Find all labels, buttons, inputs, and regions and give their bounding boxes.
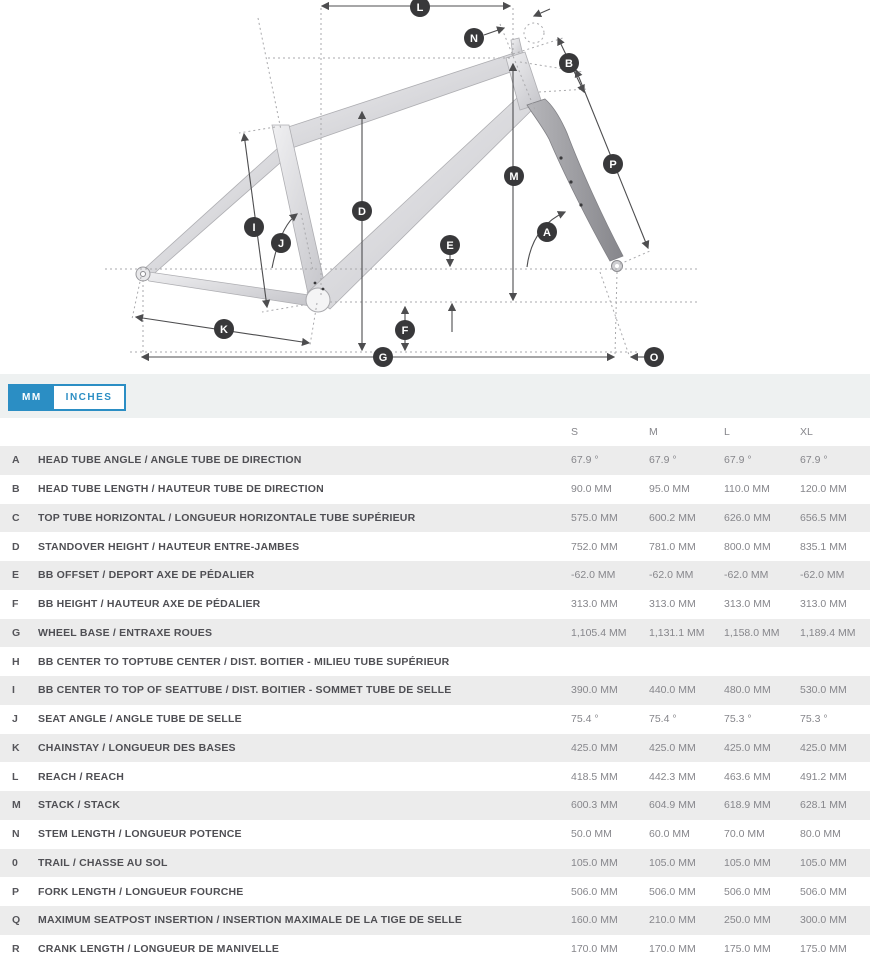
row-value-l: 175.0 MM (724, 943, 771, 956)
badge-letter-j: J (277, 238, 285, 250)
table-row (0, 475, 870, 504)
badge-letter-e: E (446, 240, 454, 252)
row-label: STEM LENGTH / LONGUEUR POTENCE (38, 828, 242, 841)
row-label: REACH / REACH (38, 770, 125, 783)
row-label: BB HEIGHT / HAUTEUR AXE DE PÉDALIER (38, 598, 261, 611)
row-value-l: 800.0 MM (724, 540, 771, 553)
badge-head-tube-length (559, 53, 579, 73)
row-letter: 0 (12, 856, 18, 869)
stem-top-arrow (534, 9, 550, 16)
row-value-s: 160.0 MM (571, 914, 618, 927)
row-value-l: -62.0 MM (724, 569, 769, 582)
row-letter: C (12, 511, 20, 524)
row-value-m: -62.0 MM (649, 569, 694, 582)
row-label: CRANK LENGTH / LONGUEUR DE MANIVELLE (38, 943, 280, 956)
table-row (0, 820, 870, 849)
row-label: WHEEL BASE / ENTRAXE ROUES (38, 626, 213, 639)
row-value-l: 463.6 MM (724, 770, 771, 783)
row-value-m: 67.9 ° (649, 454, 677, 467)
row-value-s: 170.0 MM (571, 943, 618, 956)
row-value-m: 210.0 MM (649, 914, 696, 927)
row-value-xl: 300.0 MM (800, 914, 847, 927)
row-value-l: 105.0 MM (724, 856, 771, 869)
row-value-xl: -62.0 MM (800, 569, 845, 582)
row-value-s: 425.0 MM (571, 741, 618, 754)
seat-tube (272, 125, 328, 303)
row-letter: H (12, 655, 20, 668)
row-value-xl: 80.0 MM (800, 828, 841, 841)
row-label: SEAT ANGLE / ANGLE TUBE DE SELLE (38, 713, 242, 726)
bottom-bracket (306, 288, 330, 312)
row-value-m: 425.0 MM (649, 741, 696, 754)
badge-letter-g: G (378, 352, 388, 364)
badge-letter-f: F (401, 325, 409, 337)
row-value-xl: 313.0 MM (800, 598, 847, 611)
row-letter: F (12, 598, 19, 611)
row-value-xl: 1,189.4 MM (800, 626, 856, 639)
row-label: TOP TUBE HORIZONTAL / LONGUEUR HORIZONTALE TUBE SUPÉRIEUR (38, 511, 416, 524)
row-label: HEAD TUBE ANGLE / ANGLE TUBE DE DIRECTION (38, 454, 302, 467)
row-value-s: 575.0 MM (571, 511, 618, 524)
row-value-l: 425.0 MM (724, 741, 771, 754)
row-label: BB CENTER TO TOP OF SEATTUBE / DIST. BOITIER - SOMMET TUBE DE SELLE (38, 684, 452, 697)
badge-fork-length (603, 154, 623, 174)
badge-trail (644, 347, 664, 367)
row-value-s: 390.0 MM (571, 684, 618, 697)
table-row (0, 647, 870, 676)
head-tube (506, 52, 542, 110)
row-letter: N (12, 828, 20, 841)
mm-toggle-button[interactable]: MM (10, 386, 54, 409)
table-row (0, 734, 870, 763)
table-row (0, 532, 870, 561)
geometry-table (0, 418, 870, 964)
bike-frame-diagram-svg (0, 0, 870, 374)
row-letter: P (12, 885, 20, 898)
row-value-xl: 75.3 ° (800, 713, 828, 726)
row-value-xl: 175.0 MM (800, 943, 847, 956)
table-body (0, 446, 870, 964)
unit-toggle (8, 384, 126, 411)
table-row (0, 504, 870, 533)
badge-stack (504, 166, 524, 186)
row-letter: B (12, 483, 20, 496)
row-value-s: 600.3 MM (571, 799, 618, 812)
construction-lines (105, 8, 700, 355)
row-letter: L (12, 770, 19, 783)
table-row (0, 561, 870, 590)
front-axle (615, 264, 619, 268)
table-row (0, 676, 870, 705)
row-value-s: 50.0 MM (571, 828, 612, 841)
badge-wheelbase (373, 347, 393, 367)
row-value-s: 752.0 MM (571, 540, 618, 553)
table-row (0, 705, 870, 734)
badge-seat-angle (271, 233, 291, 253)
badge-head-angle (537, 222, 557, 242)
row-letter: M (12, 799, 21, 812)
row-letter: J (12, 713, 18, 726)
table-row (0, 762, 870, 791)
row-value-xl: 530.0 MM (800, 684, 847, 697)
badge-letter-k: K (220, 324, 228, 336)
table-header-row (0, 418, 870, 446)
row-letter: A (12, 454, 20, 467)
row-value-xl: 491.2 MM (800, 770, 847, 783)
chain-stays (142, 271, 317, 307)
row-value-s: 506.0 MM (571, 885, 618, 898)
row-value-m: 170.0 MM (649, 943, 696, 956)
badge-letter-m: M (509, 171, 519, 183)
row-value-l: 313.0 MM (724, 598, 771, 611)
badge-letter-b: B (565, 58, 573, 70)
headset-spacer-dotted-circle (524, 23, 544, 43)
row-label: CHAINSTAY / LONGUEUR DES BASES (38, 741, 236, 754)
badge-chainstay (214, 319, 234, 339)
column-header-xl: XL (800, 426, 813, 438)
badge-letter-a: A (543, 227, 551, 239)
row-value-m: 1,131.1 MM (649, 626, 705, 639)
row-letter: R (12, 943, 20, 956)
row-label: BB CENTER TO TOPTUBE CENTER / DIST. BOITIER - MILIEU TUBE SUPÉRIEUR (38, 655, 450, 668)
badge-stem-length (464, 28, 484, 48)
row-value-s: 67.9 ° (571, 454, 599, 467)
row-value-m: 442.3 MM (649, 770, 696, 783)
table-row (0, 791, 870, 820)
row-value-xl: 835.1 MM (800, 540, 847, 553)
row-value-l: 618.9 MM (724, 799, 771, 812)
row-value-s: -62.0 MM (571, 569, 616, 582)
geometry-diagram (0, 0, 870, 374)
table-row (0, 935, 870, 964)
row-value-m: 604.9 MM (649, 799, 696, 812)
inches-toggle-button[interactable]: INCHES (54, 386, 125, 409)
row-value-l: 70.0 MM (724, 828, 765, 841)
row-value-m: 60.0 MM (649, 828, 690, 841)
table-row (0, 619, 870, 648)
table-row (0, 446, 870, 475)
row-value-xl: 656.5 MM (800, 511, 847, 524)
row-value-l: 67.9 ° (724, 454, 752, 467)
row-value-m: 105.0 MM (649, 856, 696, 869)
row-value-l: 250.0 MM (724, 914, 771, 927)
badge-letter-l: L (416, 2, 424, 14)
row-value-l: 1,158.0 MM (724, 626, 780, 639)
column-header-l: L (724, 426, 730, 438)
row-value-xl: 120.0 MM (800, 483, 847, 496)
column-header-s: S (571, 426, 579, 438)
row-value-l: 626.0 MM (724, 511, 771, 524)
row-letter: D (12, 540, 20, 553)
row-letter: Q (12, 914, 21, 927)
row-value-s: 1,105.4 MM (571, 626, 627, 639)
table-row (0, 849, 870, 878)
badge-bb-height (395, 320, 415, 340)
row-letter: G (12, 626, 21, 639)
row-letter: I (12, 684, 15, 697)
badge-letter-d: D (358, 206, 366, 218)
row-value-xl: 506.0 MM (800, 885, 847, 898)
column-header-m: M (649, 426, 658, 438)
badge-letter-i: I (252, 222, 256, 234)
row-value-s: 75.4 ° (571, 713, 599, 726)
badge-letter-o: O (649, 352, 659, 364)
row-value-m: 313.0 MM (649, 598, 696, 611)
row-value-m: 95.0 MM (649, 483, 690, 496)
row-value-s: 105.0 MM (571, 856, 618, 869)
row-value-s: 418.5 MM (571, 770, 618, 783)
row-value-m: 600.2 MM (649, 511, 696, 524)
badge-seat-tube (244, 217, 264, 237)
bike-frame-illustration (136, 38, 623, 312)
row-value-xl: 105.0 MM (800, 856, 847, 869)
badge-bb-offset (440, 235, 460, 255)
row-value-l: 480.0 MM (724, 684, 771, 697)
row-letter: E (12, 569, 20, 582)
row-label: TRAIL / CHASSE AU SOL (38, 856, 168, 869)
row-value-xl: 425.0 MM (800, 741, 847, 754)
badge-standover (352, 201, 372, 221)
table-row (0, 906, 870, 935)
row-label: MAXIMUM SEATPOST INSERTION / INSERTION MAXIMALE DE LA TIGE DE SELLE (38, 914, 463, 927)
table-row (0, 590, 870, 619)
badge-letter-n: N (470, 33, 478, 45)
row-value-m: 440.0 MM (649, 684, 696, 697)
row-value-m: 75.4 ° (649, 713, 677, 726)
row-value-xl: 67.9 ° (800, 454, 828, 467)
row-value-l: 110.0 MM (724, 483, 770, 496)
seat-stays (142, 147, 288, 278)
row-label: BB OFFSET / DEPORT AXE DE PÉDALIER (38, 569, 255, 582)
row-label: HEAD TUBE LENGTH / HAUTEUR TUBE DE DIRECTION (38, 483, 324, 496)
table-row (0, 877, 870, 906)
badge-letter-p: P (609, 159, 617, 171)
rear-axle (141, 272, 146, 277)
row-value-xl: 628.1 MM (800, 799, 847, 812)
row-label: FORK LENGTH / LONGUEUR FOURCHE (38, 885, 244, 898)
row-letter: K (12, 741, 20, 754)
row-value-s: 313.0 MM (571, 598, 618, 611)
row-value-l: 506.0 MM (724, 885, 771, 898)
row-value-l: 75.3 ° (724, 713, 752, 726)
row-label: STACK / STACK (38, 799, 121, 812)
row-value-s: 90.0 MM (571, 483, 612, 496)
unit-toggle-band (0, 374, 870, 418)
row-value-m: 781.0 MM (649, 540, 696, 553)
row-label: STANDOVER HEIGHT / HAUTEUR ENTRE-JAMBES (38, 540, 300, 553)
row-value-m: 506.0 MM (649, 885, 696, 898)
stem-length-arrow (484, 28, 504, 35)
badge-reach (410, 0, 430, 17)
